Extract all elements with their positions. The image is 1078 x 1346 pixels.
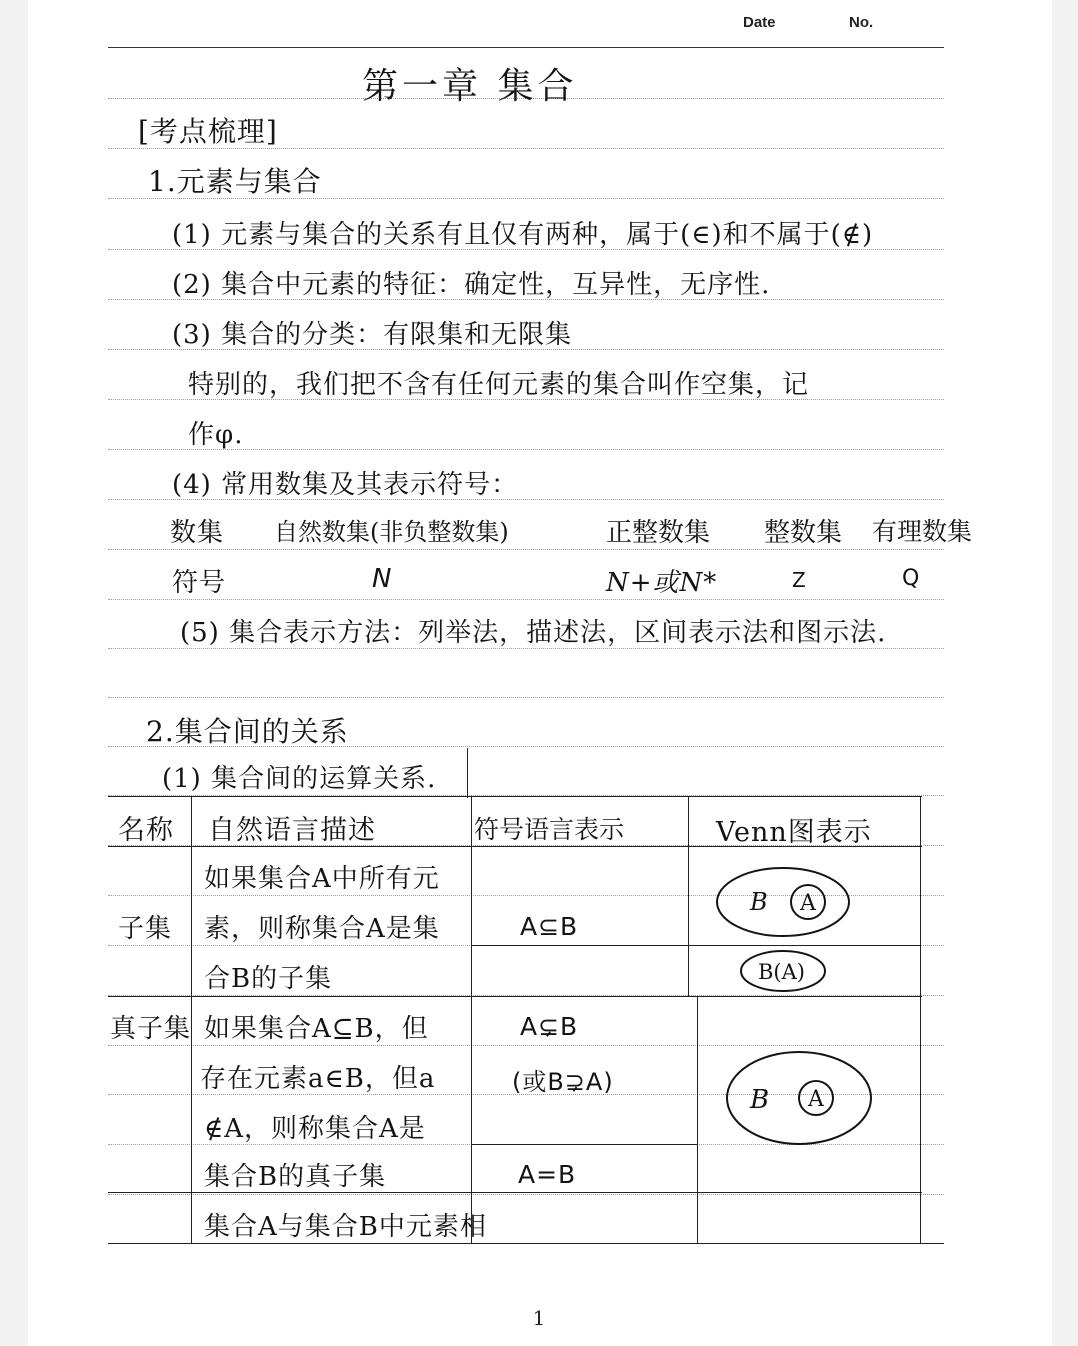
table-border <box>108 1243 944 1244</box>
proper-venn-outer-label: B <box>750 1085 770 1115</box>
numset-natural: 自然数集(非负整数集) <box>274 518 509 546</box>
chapter-title: 第一章 集合 <box>362 66 578 107</box>
proper-subset-symbol: A⊊B <box>520 1012 579 1041</box>
paragraph-3-note-1: 特别的，我们把不含有任何元素的集合叫作空集，记 <box>188 370 810 400</box>
subset-desc-line-1: 如果集合A中所有元 <box>204 864 440 894</box>
paragraph-2: (2) 集合中元素的特征：确定性，互异性，无序性. <box>172 270 771 300</box>
table-border <box>467 748 468 798</box>
section-2-title: 2.集合间的关系 <box>146 715 349 748</box>
row-name-subset: 子集 <box>118 914 173 944</box>
table-border <box>697 996 698 1244</box>
ruled-line <box>108 1194 944 1195</box>
row-name-proper-subset: 真子集 <box>110 1014 192 1044</box>
symbol-integer: Z <box>792 568 807 592</box>
table-border <box>471 796 472 1244</box>
ruled-line <box>108 549 944 550</box>
number-label: No. <box>849 14 874 31</box>
table-header-symbolic: 符号语言表示 <box>474 815 625 844</box>
ruled-line <box>108 1045 944 1046</box>
section-label: [考点梳理] <box>138 115 278 148</box>
proper-subset-symbol-alt: (或B⊋A) <box>512 1068 614 1096</box>
table-header-venn: Venn图表示 <box>716 817 872 848</box>
subset-venn-outer-label: B <box>750 888 768 916</box>
table-border <box>688 796 689 996</box>
section-1-title: 1.元素与集合 <box>148 165 322 198</box>
table-border <box>191 796 192 1244</box>
page-number: 1 <box>532 1306 546 1330</box>
proper-desc-line-1: 如果集合A⊆B，但 <box>204 1014 429 1044</box>
table-header-name: 名称 <box>118 815 174 846</box>
table-header-natural: 自然语言描述 <box>208 815 376 846</box>
paragraph-3-note-2: 作φ. <box>188 420 244 450</box>
equal-set-venn-diagram <box>738 948 828 994</box>
proper-desc-line-2: 存在元素a∈B，但a <box>200 1064 436 1094</box>
numset-row-label-sets: 数集 <box>170 518 225 548</box>
table-border <box>471 945 697 946</box>
equal-symbol: A=B <box>518 1160 577 1189</box>
subset-venn-diagram <box>714 862 854 942</box>
proper-desc-line-4: 集合B的真子集 <box>204 1162 387 1192</box>
header-rule <box>108 47 944 48</box>
subset-venn-inner-label: A <box>800 891 816 916</box>
table-border <box>108 796 922 797</box>
subset-desc-line-3: 合B的子集 <box>204 964 333 994</box>
ruled-line <box>108 697 944 698</box>
paragraph-4: (4) 常用数集及其表示符号： <box>172 470 519 500</box>
proper-venn-inner-label: A <box>808 1087 824 1112</box>
symbol-positive-integer: N+或N* <box>606 568 718 598</box>
numset-positive-integer: 正整数集 <box>606 518 711 548</box>
numset-row-label-symbols: 符号 <box>172 568 227 598</box>
paragraph-5: (5) 集合表示方法：列举法，描述法，区间表示法和图示法. <box>180 618 887 648</box>
numset-integer: 整数集 <box>764 518 843 548</box>
subset-desc-line-2: 素，则称集合A是集 <box>204 914 440 944</box>
table-border <box>108 996 922 997</box>
section-2-subtitle: (1) 集合间的运算关系. <box>162 764 437 794</box>
table-border <box>471 1144 697 1145</box>
symbol-natural: N <box>372 564 393 594</box>
paragraph-1: (1) 元素与集合的关系有且仅有两种，属于(∈)和不属于(∉) <box>172 220 874 250</box>
ruled-line <box>108 599 944 600</box>
subset-symbol: A⊆B <box>520 912 579 941</box>
equal-set-venn-label: B(A) <box>758 960 805 984</box>
proper-desc-line-3: ∉A，则称集合A是 <box>204 1114 426 1144</box>
table-border <box>920 796 921 1244</box>
paragraph-3: (3) 集合的分类：有限集和无限集 <box>172 320 573 350</box>
symbol-rational: Q <box>902 566 921 591</box>
date-label: Date <box>743 14 776 31</box>
numset-rational: 有理数集 <box>872 517 973 546</box>
next-row-desc: 集合A与集合B中元素相 <box>204 1212 487 1242</box>
proper-subset-venn-diagram <box>724 1048 876 1148</box>
table-border <box>697 945 920 946</box>
